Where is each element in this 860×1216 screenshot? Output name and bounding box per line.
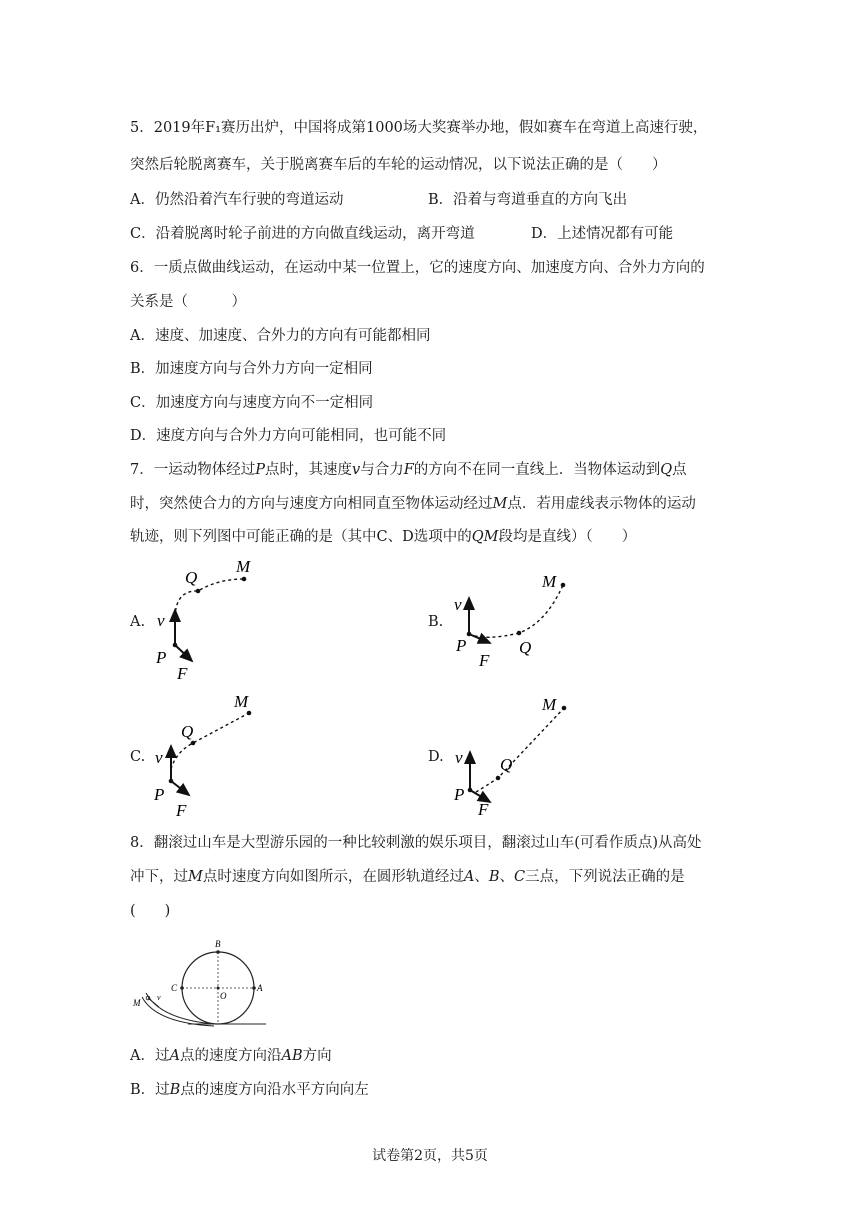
point-q	[496, 776, 501, 781]
q8-line2: 冲下，过M点时速度方向如图所示，在圆形轨道经过A、B、C三点，下列说法正确的是	[130, 869, 685, 885]
label-o: O	[220, 991, 227, 1001]
label-q: Q	[500, 755, 513, 774]
point-m	[247, 711, 252, 716]
force-arrow	[469, 634, 490, 643]
label-a: A	[257, 983, 263, 993]
q5-option-a: A．仍然沿着汽车行驶的弯道运动	[130, 192, 344, 208]
q7-figure-c	[148, 688, 268, 823]
q8-loop-figure	[128, 935, 273, 1031]
label-p: P	[156, 648, 167, 667]
point-q	[191, 741, 196, 746]
q6-option-a: A．速度、加速度、合外力的方向有可能都相同	[130, 328, 431, 344]
point-q	[196, 589, 201, 594]
label-b: B	[215, 939, 221, 949]
trajectory-curve	[469, 585, 563, 637]
q7-fig-b-label: B.	[428, 614, 444, 630]
point-p	[468, 788, 473, 793]
label-v: v	[157, 993, 161, 1002]
point-q	[517, 631, 522, 636]
label-f: F	[177, 664, 188, 683]
label-m: M	[133, 998, 141, 1008]
label-q: Q	[185, 568, 198, 587]
force-arrow	[175, 645, 192, 661]
page-footer: 试卷第2页，共5页	[372, 1148, 488, 1164]
point-m	[561, 583, 566, 588]
label-f: F	[478, 800, 489, 819]
point-p	[169, 779, 174, 784]
label-p: P	[454, 785, 465, 804]
q5-option-d: D．上述情况都有可能	[531, 226, 674, 242]
point-a	[252, 986, 256, 990]
q8-option-b: B．过B点的速度方向沿水平方向向左	[130, 1082, 369, 1098]
q7-fig-d-label: D.	[428, 749, 444, 765]
label-f: F	[479, 651, 490, 670]
label-m: M	[234, 692, 249, 711]
point-o	[217, 987, 220, 990]
q7-line3: 轨迹，则下列图中可能正确的是（其中C、D选项中的QM段均是直线）（ ）	[130, 529, 637, 545]
label-v: v	[454, 595, 462, 614]
q7-figure-a	[148, 555, 268, 685]
label-p: P	[154, 785, 165, 804]
q7-fig-c-label: C.	[130, 749, 146, 765]
q5-line2: 突然后轮脱离赛车，关于脱离赛车后的车轮的运动情况，以下说法正确的是（ ）	[130, 157, 667, 173]
q7-fig-a-label: A.	[130, 614, 146, 630]
q6-option-c: C．加速度方向与速度方向不一定相同	[130, 395, 374, 411]
q7-figure-d	[446, 688, 576, 823]
q5-option-c: C．沿着脱离时轮子前进的方向做直线运动，离开弯道	[130, 226, 475, 242]
label-f: F	[176, 801, 187, 820]
label-q: Q	[519, 638, 532, 657]
q6-option-b: B．加速度方向与合外力方向一定相同	[130, 361, 373, 377]
label-v: v	[455, 748, 463, 767]
q7-line1: 7．一运动物体经过P点时，其速度v与合力F的方向不在同一直线上．当物体运动到Q点	[130, 462, 687, 478]
q7-figure-b	[446, 565, 576, 675]
q8-line1: 8．翻滚过山车是大型游乐园的一种比较刺激的娱乐项目，翻滚过山车(可看作质点)从高处	[130, 835, 702, 851]
label-m: M	[236, 557, 251, 576]
point-m	[562, 706, 567, 711]
q5-option-b: B．沿着与弯道垂直的方向飞出	[428, 192, 628, 208]
point-c	[180, 986, 184, 990]
label-m: M	[542, 572, 557, 591]
label-q: Q	[181, 722, 194, 741]
label-c: C	[171, 983, 178, 993]
trajectory-curve	[476, 708, 564, 792]
point-p	[173, 643, 178, 648]
q6-option-d: D．速度方向与合外力方向可能相同，也可能不同	[130, 428, 447, 444]
point-b	[216, 950, 220, 954]
label-v: v	[157, 611, 165, 630]
point-p	[467, 632, 472, 637]
q5-line1: 5．2019年F₁赛历出炉，中国将成第1000场大奖赛举办地，假如赛车在弯道上高速行驶，	[130, 120, 708, 136]
q8-line3: ( )	[130, 903, 171, 919]
label-v: v	[155, 748, 163, 767]
label-p: P	[456, 636, 467, 655]
q6-line2: 关系是（ ）	[130, 294, 246, 310]
label-m: M	[542, 695, 557, 714]
force-arrow	[171, 781, 189, 795]
q7-line2: 时，突然使合力的方向与速度方向相同直至物体运动经过M点．若用虚线表示物体的运动	[130, 496, 696, 512]
q6-line1: 6．一质点做曲线运动，在运动中某一位置上，它的速度方向、加速度方向、合外力方向的	[130, 260, 705, 276]
point-m	[242, 577, 247, 582]
q8-option-a: A．过A点的速度方向沿AB方向	[130, 1048, 332, 1064]
